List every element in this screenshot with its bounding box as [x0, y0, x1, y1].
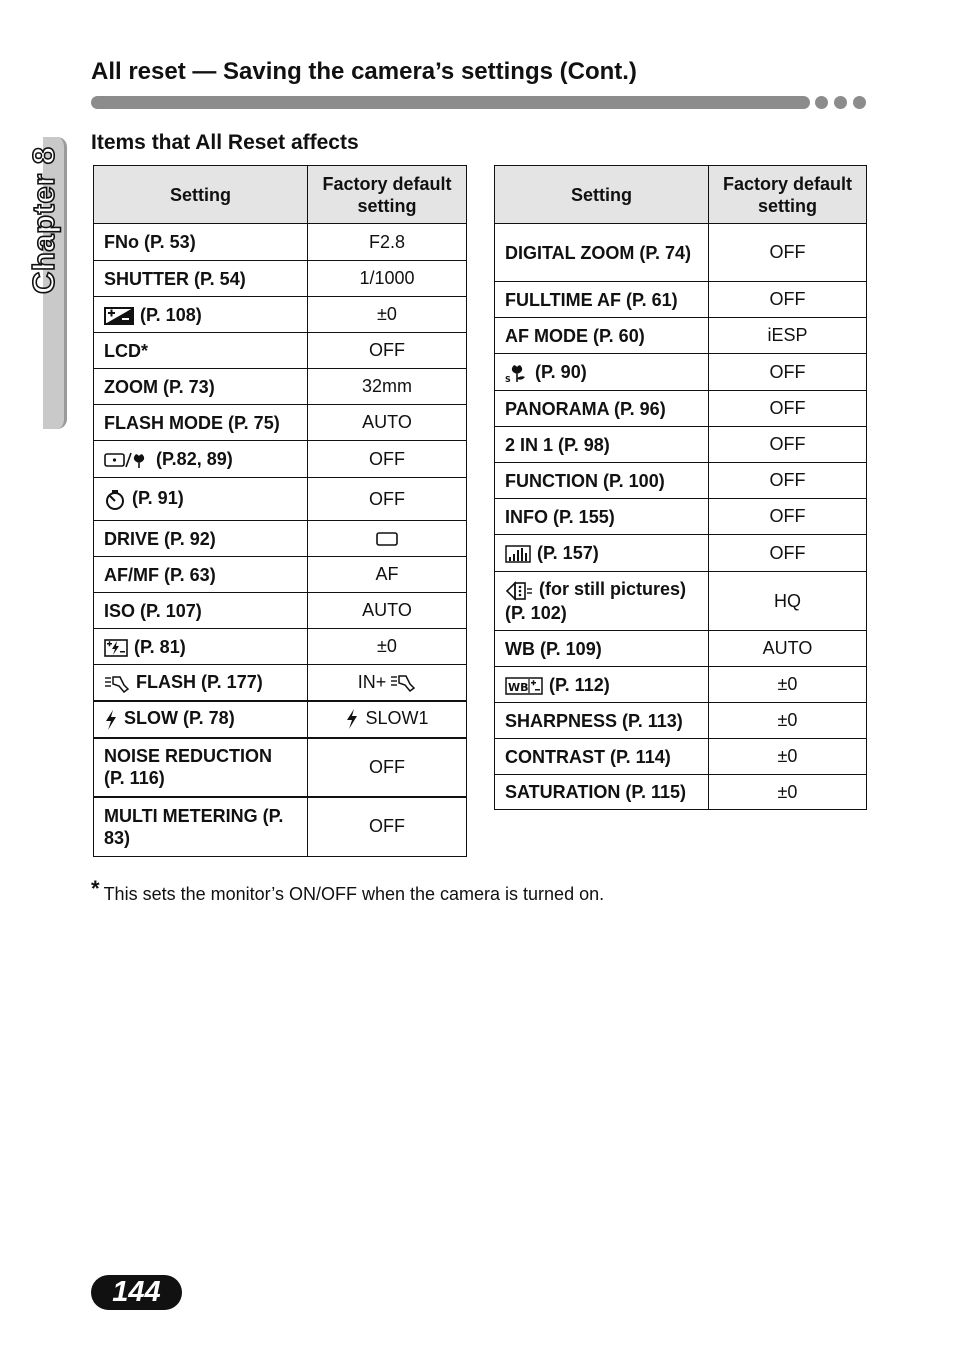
setting-label: (P. 81)	[134, 636, 186, 657]
default-value-cell	[709, 499, 867, 535]
default-value: OFF	[769, 289, 806, 309]
table-row	[94, 224, 467, 261]
setting-label: WB (P. 109)	[505, 638, 602, 659]
setting-cell	[495, 739, 709, 775]
table-row	[495, 775, 867, 810]
table-row	[495, 739, 867, 775]
default-value-cell	[709, 667, 867, 703]
flash-intensity-icon	[104, 639, 128, 657]
setting-cell	[94, 701, 308, 738]
footnote-marker: *	[91, 876, 100, 901]
default-value-cell	[308, 629, 467, 665]
setting-label: NOISE REDUCTION (P. 116)	[104, 746, 273, 788]
setting-label: AF/MF (P. 63)	[104, 564, 216, 585]
default-value-cell	[308, 521, 467, 557]
table-row	[94, 333, 467, 369]
default-value-cell	[308, 441, 467, 478]
setting-cell	[495, 318, 709, 354]
default-value: AUTO	[362, 600, 412, 620]
default-value-cell	[709, 318, 867, 354]
settings-table-left	[93, 165, 467, 857]
setting-cell	[495, 354, 709, 391]
setting-cell	[495, 535, 709, 572]
self-timer-icon	[104, 489, 126, 511]
setting-cell	[94, 478, 308, 521]
default-value: SLOW1	[365, 707, 429, 728]
setting-cell	[94, 297, 308, 333]
default-value-cell	[709, 224, 867, 282]
setting-cell	[495, 224, 709, 282]
setting-label: SATURATION (P. 115)	[505, 782, 687, 802]
setting-label: SHUTTER (P. 54)	[104, 268, 246, 289]
setting-cell	[94, 797, 308, 857]
table-row	[94, 478, 467, 521]
table-row	[495, 282, 867, 318]
setting-label: DIGITAL ZOOM (P. 74)	[505, 242, 692, 263]
default-value: OFF	[769, 398, 806, 418]
setting-cell	[94, 405, 308, 441]
record-mode-icon	[505, 580, 533, 602]
default-value-cell	[308, 297, 467, 333]
super-macro-icon	[505, 363, 529, 383]
setting-label: SLOW (P. 78)	[124, 708, 235, 729]
setting-cell	[94, 261, 308, 297]
chapter-label: Chapter 8	[26, 146, 61, 294]
svg-text:WB: WB	[508, 680, 529, 694]
table-row	[495, 703, 867, 739]
setting-cell	[94, 665, 308, 701]
default-value: OFF	[369, 488, 405, 509]
default-value: OFF	[769, 506, 806, 526]
single-frame-icon	[376, 532, 398, 546]
default-value: iESP	[767, 325, 808, 345]
setting-cell	[495, 703, 709, 739]
default-value: OFF	[769, 434, 806, 454]
default-value-cell	[308, 405, 467, 441]
default-value: OFF	[369, 448, 405, 469]
setting-cell	[495, 572, 709, 631]
setting-cell	[94, 593, 308, 629]
default-value-cell	[709, 535, 867, 572]
default-value-cell	[308, 478, 467, 521]
default-value: ±0	[377, 304, 397, 324]
external-flash-icon	[390, 674, 416, 692]
table-row	[94, 629, 467, 665]
default-value: ±0	[377, 636, 397, 656]
table-row	[94, 557, 467, 593]
table-row	[94, 441, 467, 478]
exposure-compensation-icon	[104, 307, 134, 325]
setting-cell	[94, 557, 308, 593]
default-value: OFF	[769, 470, 806, 490]
setting-label: DRIVE (P. 92)	[104, 528, 216, 549]
section-subtitle: Items that All Reset affects	[91, 131, 359, 154]
default-value: 32mm	[361, 376, 412, 396]
table-row	[94, 297, 467, 333]
flash-bolt-icon	[104, 709, 118, 731]
default-value-cell	[308, 333, 467, 369]
default-value-cell	[308, 701, 467, 738]
default-value: OFF	[369, 816, 405, 837]
default-value: AUTO	[762, 638, 813, 658]
footnote-text: This sets the monitor’s ON/OFF when the camera is turned on.	[103, 884, 605, 904]
setting-cell	[495, 499, 709, 535]
default-value: IN+	[357, 671, 387, 692]
default-value-cell	[308, 261, 467, 297]
column-header-default: Factory default setting	[308, 166, 467, 224]
setting-label: ISO (P. 107)	[104, 600, 202, 621]
default-value: 1/1000	[359, 268, 415, 288]
default-value-cell	[308, 593, 467, 629]
table-row	[94, 665, 467, 701]
table-row	[495, 427, 867, 463]
default-value-cell	[709, 703, 867, 739]
setting-cell	[495, 631, 709, 667]
table-row	[94, 701, 467, 738]
table-row	[495, 631, 867, 667]
setting-label: AF MODE (P. 60)	[505, 325, 645, 346]
setting-cell	[495, 282, 709, 318]
table-row	[94, 261, 467, 297]
setting-label: (P. 91)	[132, 488, 184, 509]
default-value-cell	[709, 739, 867, 775]
default-value: AF	[375, 564, 399, 584]
setting-cell	[94, 738, 308, 797]
title-rule	[91, 96, 810, 109]
table-row	[495, 318, 867, 354]
setting-label: PANORAMA (P. 96)	[505, 398, 666, 419]
default-value: OFF	[769, 242, 806, 262]
setting-label: INFO (P. 155)	[505, 506, 615, 527]
setting-label: (P. 112)	[549, 674, 610, 695]
table-row	[495, 535, 867, 572]
setting-label: CONTRAST (P. 114)	[505, 746, 671, 767]
setting-cell	[94, 521, 308, 557]
setting-cell	[94, 333, 308, 369]
column-header-default: Factory default setting	[709, 166, 867, 224]
setting-label: (P. 108)	[140, 304, 202, 325]
setting-cell	[94, 629, 308, 665]
table-row	[94, 521, 467, 557]
default-value-cell	[308, 224, 467, 261]
page-title: All reset — Saving the camera’s settings (Cont.)	[91, 58, 637, 85]
default-value-cell	[308, 797, 467, 857]
default-value-cell	[308, 665, 467, 701]
default-value-cell	[709, 631, 867, 667]
default-value: ±0	[777, 781, 798, 802]
setting-label: MULTI METERING (P. 83)	[104, 805, 284, 848]
setting-label: LCD*	[104, 340, 148, 361]
default-value-cell	[308, 369, 467, 405]
svg-text:S: S	[505, 375, 511, 384]
setting-cell	[94, 224, 308, 261]
setting-label: FLASH MODE (P. 75)	[104, 412, 280, 433]
setting-cell	[495, 463, 709, 499]
setting-label: (P.82, 89)	[156, 449, 233, 469]
setting-label: FULLTIME AF (P. 61)	[505, 289, 678, 310]
histogram-icon	[505, 545, 531, 563]
title-rule-dot	[853, 96, 866, 109]
settings-table-right	[494, 165, 867, 810]
column-header-setting: Setting	[495, 166, 709, 224]
setting-label: FUNCTION (P. 100)	[505, 470, 665, 491]
default-value-cell	[709, 572, 867, 631]
default-value-cell	[709, 354, 867, 391]
default-value: AUTO	[362, 412, 412, 432]
table-row	[94, 369, 467, 405]
setting-label: (for still pictures) (P. 102)	[505, 579, 687, 623]
default-value: HQ	[774, 590, 801, 611]
default-value-cell	[709, 775, 867, 810]
default-value-cell	[709, 427, 867, 463]
setting-label: (P. 157)	[537, 543, 599, 563]
table-row	[495, 354, 867, 391]
table-row	[495, 224, 867, 282]
setting-label: FLASH (P. 177)	[136, 672, 263, 693]
setting-label: ZOOM (P. 73)	[104, 376, 215, 397]
default-value: ±0	[777, 710, 798, 730]
spot-macro-icon	[104, 451, 150, 469]
default-value: OFF	[369, 340, 405, 360]
table-row	[495, 499, 867, 535]
default-value: ±0	[777, 746, 798, 766]
default-value: ±0	[777, 674, 798, 694]
setting-cell	[495, 427, 709, 463]
setting-label: SHARPNESS (P. 113)	[505, 710, 683, 731]
external-flash-icon	[104, 675, 130, 693]
default-value: F2.8	[368, 231, 406, 252]
default-value-cell	[709, 282, 867, 318]
page-number: 144	[91, 1275, 182, 1310]
footnote	[91, 876, 604, 905]
table-row	[495, 391, 867, 427]
setting-label: 2 IN 1 (P. 98)	[505, 434, 610, 455]
column-header-setting: Setting	[94, 166, 308, 224]
table-row	[495, 667, 867, 703]
table-row	[94, 797, 467, 857]
setting-cell	[495, 775, 709, 810]
table-row	[94, 738, 467, 797]
default-value: OFF	[369, 756, 405, 777]
setting-label: FNo (P. 53)	[104, 232, 196, 252]
table-row	[495, 572, 867, 631]
table-row	[94, 593, 467, 629]
setting-cell	[495, 667, 709, 703]
title-rule-dot	[834, 96, 847, 109]
flash-bolt-icon	[345, 708, 359, 730]
setting-cell	[94, 441, 308, 478]
default-value-cell	[709, 391, 867, 427]
table-row	[94, 405, 467, 441]
table-row	[495, 463, 867, 499]
default-value-cell	[308, 557, 467, 593]
default-value: OFF	[769, 542, 806, 563]
default-value-cell	[709, 463, 867, 499]
setting-cell	[94, 369, 308, 405]
default-value: OFF	[769, 361, 806, 382]
title-rule-dot	[815, 96, 828, 109]
setting-label: (P. 90)	[535, 361, 587, 382]
wb-compensation-icon	[505, 677, 543, 695]
default-value-cell	[308, 738, 467, 797]
setting-cell	[495, 391, 709, 427]
